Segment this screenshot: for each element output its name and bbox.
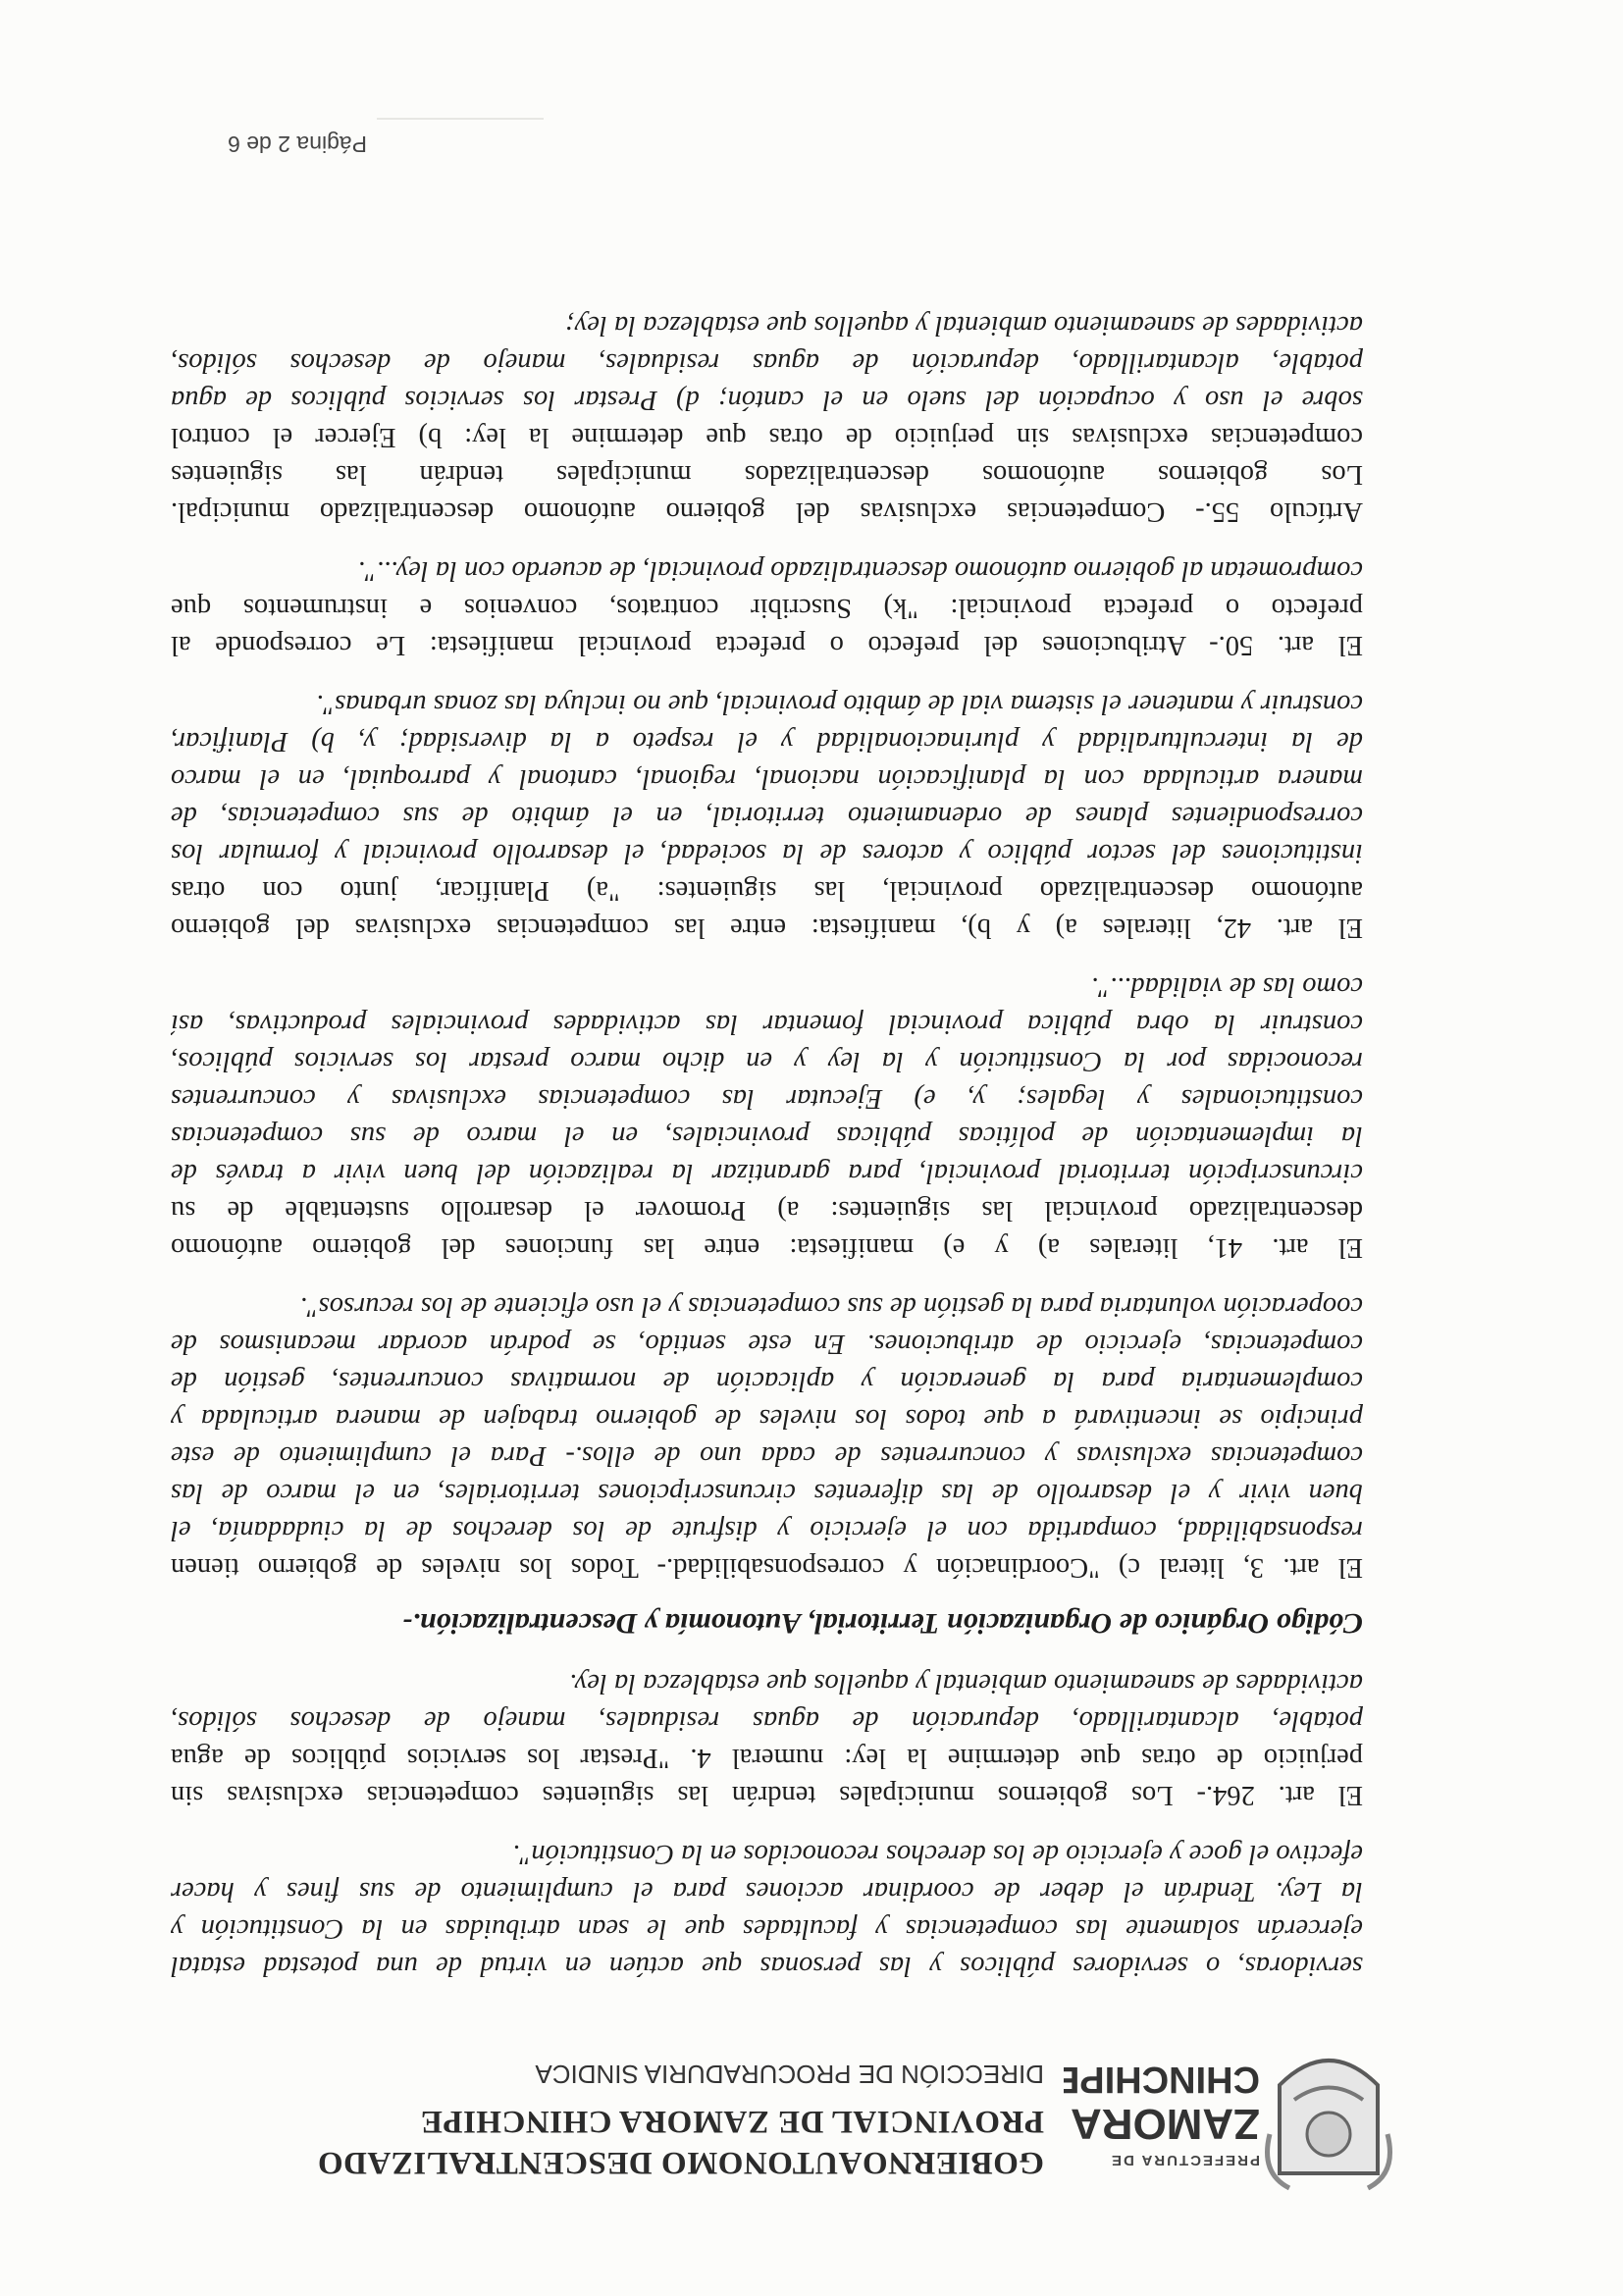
text-line: actividades de saneamiento ambiental y aquellos que establezca la ley. bbox=[569, 1668, 1363, 1698]
text-line: como las de vialidad...". bbox=[1090, 971, 1363, 1002]
logo-text-main1: ZAMORA bbox=[1070, 2100, 1260, 2148]
page-number: Página 2 de 6 bbox=[228, 131, 367, 157]
text-line: constitucionales y legales; y, e) Ejecutar las competencias exclusivas y concurrentes bbox=[171, 1083, 1363, 1114]
text-line: responsabilidad, compartida con el ejercicio y disfrute de los derechos de la ciudadanía, el bbox=[171, 1515, 1363, 1545]
text-line: circunscripción territorial provincial, para garantizar la realización del buen vivir a través de bbox=[171, 1158, 1363, 1188]
text-line: competencias exclusivas y concurrentes de cada uno de ellos.- Para el cumplimiento de este bbox=[171, 1440, 1363, 1471]
text-line: la implementación de políticas públicas provinciales, en el marco de sus competencias bbox=[171, 1121, 1363, 1151]
text-line: principio se incentivará a que todos los niveles de gobierno trabajen de manera articulada y bbox=[171, 1403, 1363, 1434]
paragraph-art-50 bbox=[171, 551, 1363, 663]
institution-title-line1: GOBIERNOAUTONOMO DESCENTRALIZADO bbox=[317, 2145, 1044, 2180]
paragraph-art-41 bbox=[171, 967, 1363, 1266]
text-line: reconocidas por la Constitución y la ley y en dicho marco prestar los servicios públicos, bbox=[171, 1046, 1363, 1076]
logo-text-main2: CHINCHIPE bbox=[1064, 2059, 1260, 2100]
text-line: correspondientes planes de ordenamiento territorial, en el ámbito de sus competencias, de bbox=[171, 801, 1363, 831]
text-line: instituciones del sector público y actores de la sociedad, el desarrollo provincial y formular los bbox=[171, 838, 1363, 868]
text-line: El art. 264.- Los gobiernos municipales tendrán las siguientes competencias exclusivas sin bbox=[171, 1780, 1363, 1810]
paragraph-constitution-226 bbox=[171, 1835, 1363, 1984]
text-line: prefecto o prefecta provincial: "k) Suscribir contratos, convenios e instrumentos que bbox=[171, 593, 1363, 623]
header-text bbox=[298, 2058, 1044, 2183]
paragraph-art-3 bbox=[171, 1287, 1363, 1586]
text-line: Los gobiernos autónomos descentralizados municipales tendrán las siguientes bbox=[171, 459, 1363, 490]
text-line: cooperación voluntaria para la gestión de sus competencias y el uso eficiente de los recursos". bbox=[299, 1291, 1363, 1322]
text-line: efectivo el goce y ejercicio de los derechos reconocidos en la Constitución". bbox=[512, 1839, 1363, 1869]
text-line: actividades de saneamiento ambiental y aquellos que establezca la ley; bbox=[565, 310, 1363, 340]
text-line: descentralizado provincial las siguientes: a) Promover el desarrollo sustentable de su bbox=[171, 1195, 1363, 1226]
paragraph-art-264 bbox=[171, 1664, 1363, 1813]
paragraph-art-42 bbox=[171, 685, 1363, 946]
text-line: potable, alcantarillado, depuración de aguas residuales, manejo de desechos sólidos, bbox=[171, 1705, 1363, 1736]
text-line: El art. 50.- Atribuciones del prefecto o prefecta provincial manifiesta: Le corresponde al bbox=[171, 630, 1363, 660]
logo-text-top: PREFECTURA DE bbox=[1110, 2152, 1260, 2168]
bleed-through-mark bbox=[377, 104, 544, 120]
shield-icon bbox=[1268, 2061, 1390, 2188]
text-line: potable, alcantarillado, depuración de aguas residuales, manejo de desechos sólidos, bbox=[171, 347, 1363, 378]
paragraph-art-55 bbox=[171, 306, 1363, 530]
text-line: manera articulada con la planificación nacional, regional, cantonal y parroquial, en el marco bbox=[171, 763, 1363, 794]
text-line: competencias exclusivas sin perjuicio de otras que determine la ley: b) Ejercer el control bbox=[171, 422, 1363, 452]
text-line: servidoras, o servidores públicos y las personas que actúen en virtud de una potestad estatal bbox=[171, 1951, 1363, 1981]
text-line: El art. 3, literal c) "Coordinación y corresponsabilidad.- Todos los niveles de gobierno tienen bbox=[171, 1552, 1363, 1583]
text-line: El art. 41, literales a) y e) manifiesta: entre las funciones del gobierno autónomo bbox=[171, 1232, 1363, 1263]
text-line: buen vivir y el desarrollo de las diferentes circunscripciones territoriales, en el marco de las bbox=[171, 1478, 1363, 1508]
text-line: autónomo descentralizado provincial, las siguientes: "a) Planificar, junto con otras bbox=[171, 875, 1363, 906]
text-line: la Ley. Tendrán el deber de coordinar acciones para el cumplimiento de sus fines y hacer bbox=[171, 1876, 1363, 1906]
text-line: El art. 42, literales a) y b), manifiesta: entre las competencias exclusivas del gobierno bbox=[171, 913, 1363, 943]
text-line: ejercerán solamente las competencias y facultades que le sean atribuidas en la Constitución y bbox=[171, 1913, 1363, 1944]
text-line: perjuicio de otras que determine la ley: numeral 4. "Prestar los servicios públicos de agua bbox=[171, 1743, 1363, 1773]
text-line: construir y mantener el sistema vial de ámbito provincial, que no incluya las zonas urbanas". bbox=[316, 689, 1363, 719]
letterhead bbox=[210, 2016, 1397, 2203]
text-line: de la interculturalidad y plurinacionalidad y el respeto a la diversidad; y, b) Planificar, bbox=[171, 726, 1363, 757]
text-line: comprometan al gobierno autónomo descentralizado provincial, de acuerdo con la ley...". bbox=[357, 555, 1363, 586]
logo-graphic bbox=[1064, 2026, 1397, 2193]
section-heading-cootad: Código Orgánico de Organización Territorial, Autonomía y Descentralización.- bbox=[402, 1607, 1363, 1640]
text-line: sobre el uso y ocupación del suelo en el cantón; d) Prestar los servicios públicos de agua bbox=[171, 385, 1363, 415]
text-line: Artículo 55.- Competencias exclusivas del gobierno autónomo descentralizado municipal. bbox=[171, 496, 1363, 527]
department-subtitle: DIRECCIÓN DE PROCURADURIA SINDICA bbox=[535, 2060, 1044, 2089]
prefecture-logo bbox=[1064, 2026, 1397, 2193]
text-line: competencias, ejercicio de atribuciones. En este sentido, se podrán acordar mecanismos de bbox=[171, 1329, 1363, 1359]
text-line: complementaria para la generación y aplicación de normativas concurrentes, gestión de bbox=[171, 1366, 1363, 1396]
institution-title-line2: PROVINCIAL DE ZAMORA CHINCHIPE bbox=[420, 2104, 1044, 2139]
text-line: construir la obra pública provincial fomentar las actividades provinciales productivas, así bbox=[171, 1009, 1363, 1039]
document-body bbox=[171, 285, 1363, 1984]
